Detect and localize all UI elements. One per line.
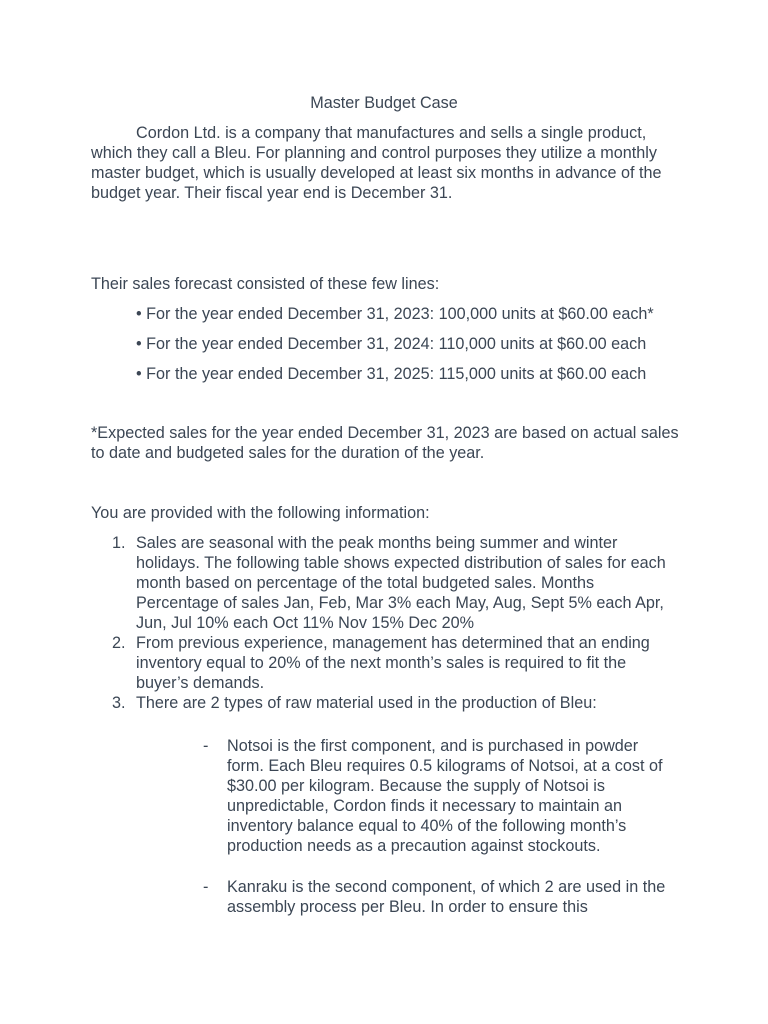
item-text: There are 2 types of raw material used in the production of Bleu: xyxy=(136,694,597,712)
item-text: From previous experience, management has determined that an ending inventory equal to 20% of the next month’s sales is required to fit the buyer’s demands. xyxy=(136,634,650,692)
dash-item-text: Notsoi is the first component, and is purchased in powder form. Each Bleu requires 0.5 kilograms of Notsoi, at a cost of $30.00 per kilogram. Because the supply of Notsoi is unpredictable, Cordon finds it necessary to maintain an inventory balance equal to 40% of the following month’s production needs as a precaution against stockouts. xyxy=(227,737,663,855)
footnote-paragraph: *Expected sales for the year ended December 31, 2023 are based on actual sales to date and budgeted sales for the duration of the year. xyxy=(91,424,679,462)
dash-marker: - xyxy=(203,737,209,755)
provided-lead: You are provided with the following information: xyxy=(91,504,430,522)
forecast-line-2025: • For the year ended December 31, 2025: 115,000 units at $60.00 each xyxy=(136,365,647,383)
dash-item-text: Kanraku is the second component, of which 2 are used in the assembly process per Bleu. In order to ensure this xyxy=(227,878,666,916)
dash-marker: - xyxy=(203,878,209,896)
forecast-lead: Their sales forecast consisted of these few lines: xyxy=(91,275,440,293)
document-title: Master Budget Case xyxy=(310,94,458,112)
forecast-line-2024: • For the year ended December 31, 2024: 110,000 units at $60.00 each xyxy=(136,335,647,353)
intro-paragraph: Cordon Ltd. is a company that manufactures and sells a single product, which they call a Bleu. For planning and control purposes they utilize a monthly master budget, which is usually developed at least six months in advance of the budget year. Their fiscal year end is December 31. xyxy=(91,124,662,202)
forecast-line-2023: • For the year ended December 31, 2023: 100,000 units at $60.00 each* xyxy=(136,305,654,323)
item-number: 2. xyxy=(112,634,126,652)
item-number: 3. xyxy=(112,694,126,712)
item-number: 1. xyxy=(112,534,126,552)
item-text: Sales are seasonal with the peak months being summer and winter holidays. The following table shows expected distribution of sales for each month based on percentage of the total budgeted sales. Months Percentage of sales Jan, Feb, Mar 3% each May, Aug, Sept 5% each Apr, Jun, Jul 10% each Oct 11% Nov 15% Dec 20% xyxy=(136,534,666,632)
